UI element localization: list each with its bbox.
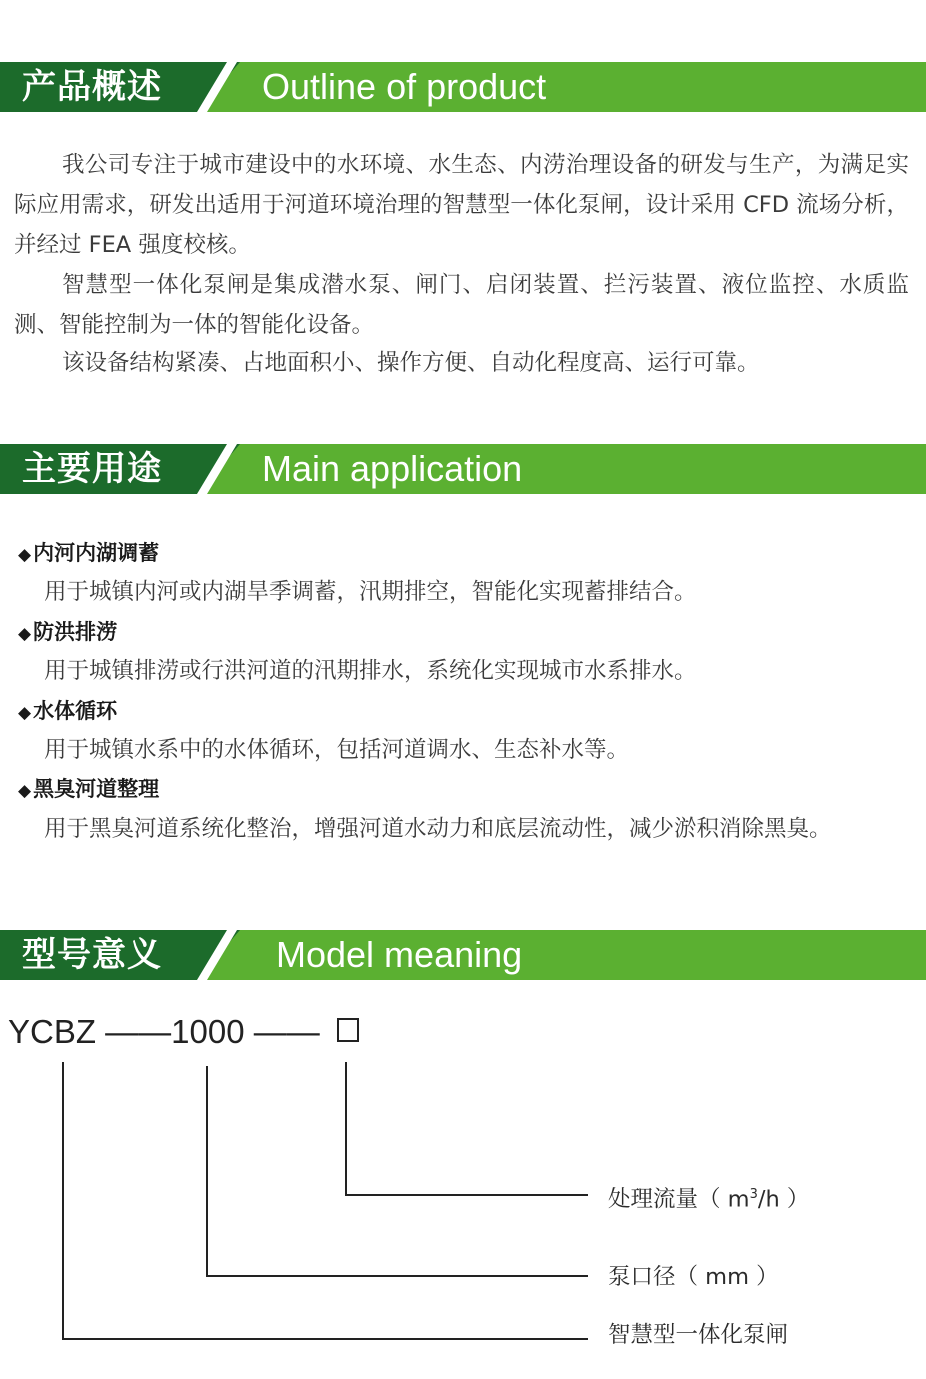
application-title-text: 水体循环: [33, 699, 118, 723]
diameter-label: 泵口径（ mm ）: [608, 1264, 779, 1290]
outline-paragraph: 该设备结构紧凑、占地面积小、操作方便、自动化程度高、运行可靠。: [62, 350, 760, 376]
diamond-bullet-icon: ◆: [18, 781, 32, 801]
flow-bracket-line: [346, 1062, 588, 1195]
diamond-bullet-icon: ◆: [18, 545, 32, 565]
section-title-en: Outline of product: [262, 66, 547, 107]
flow-label-unit: /h ）: [757, 1186, 810, 1213]
application-description: 用于城镇内河或内湖旱季调蓄，汛期排空，智能化实现蓄排结合。: [44, 579, 697, 605]
section-title-zh: 主要用途: [22, 449, 162, 489]
outline-paragraph: 智慧型一体化泵闸是集成潜水泵、闸门、启闭装置、拦污装置、液位监控、水质监测、智能控制为一体的智能化设备。: [14, 272, 909, 338]
model-code: YCBZ ——1000 ——: [8, 1013, 320, 1050]
product-name-label: 智慧型一体化泵闸: [608, 1322, 789, 1348]
application-description: 用于城镇排涝或行洪河道的汛期排水，系统化实现城市水系排水。: [44, 658, 697, 684]
diameter-bracket-line: [207, 1066, 588, 1276]
flow-label-superscript: 3: [749, 1187, 758, 1202]
name-bracket-line: [63, 1062, 588, 1339]
application-title-text: 黑臭河道整理: [33, 777, 160, 801]
flow-label-text: 处理流量（ m: [608, 1186, 750, 1213]
section-title-en: Main application: [262, 448, 523, 489]
outline-paragraph: 我公司专注于城市建设中的水环境、水生态、内涝治理设备的研发与生产，为满足实际应用需求，研发出适用于河道环境治理的智慧型一体化泵闸，设计采用 CFD 流场分析，并经过 FEA 强度校核。: [14, 152, 909, 258]
application-title-text: 防洪排涝: [33, 620, 118, 644]
section-title-en: Model meaning: [276, 934, 523, 975]
diamond-bullet-icon: ◆: [18, 703, 32, 723]
flow-label: [608, 1180, 809, 1215]
application-title-text: 内河内湖调蓄: [33, 541, 160, 565]
section-title-zh: 产品概述: [22, 67, 162, 107]
application-description: 用于城镇水系中的水体循环，包括河道调水、生态补水等。: [44, 737, 630, 763]
application-description: 用于黑臭河道系统化整治，增强河道水动力和底层流动性，减少淤积消除黑臭。: [44, 816, 832, 842]
diamond-bullet-icon: ◆: [18, 624, 32, 644]
section-title-zh: 型号意义: [22, 935, 162, 975]
